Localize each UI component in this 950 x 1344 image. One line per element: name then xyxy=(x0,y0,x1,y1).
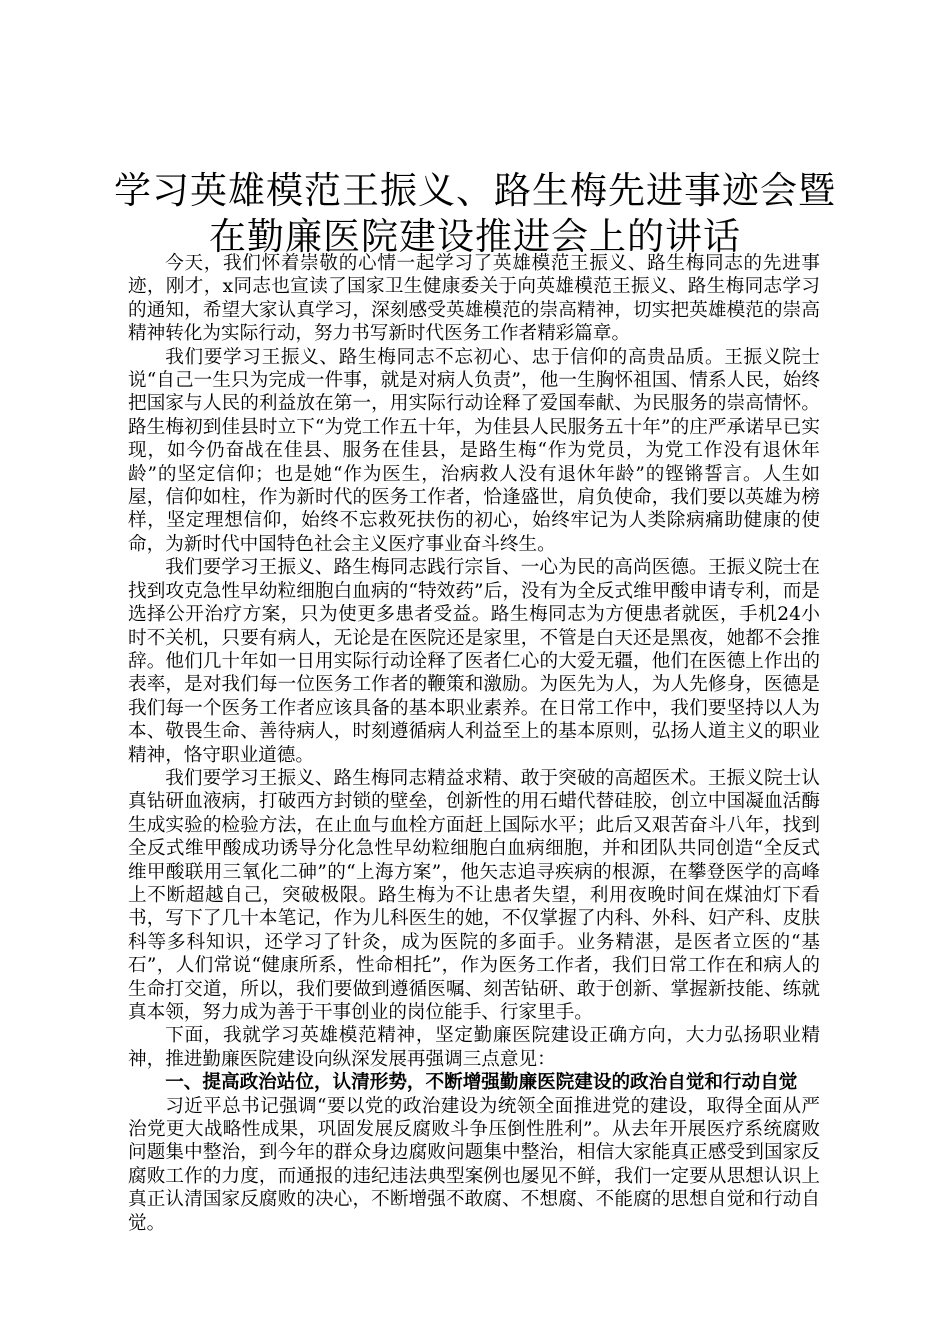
section-heading-one: 一、提高政治站位，认清形势，不断增强勤廉医院建设的政治自觉和行动自觉 xyxy=(165,1072,798,1094)
document-body xyxy=(128,252,820,1235)
paragraph-skill: 我们要学习王振义、路生梅同志精益求精、敢于突破的高超医术。王振义院士认真钻研血液病，打破西方封锁的壁垒，创新性的用石蜡代替硅胶，创立中国凝血活酶生成实验的检验方法，在止血与血栓方面赶上国际水平；此后又艰苦奋斗八年，找到全反式维甲酸成功诱导分化急性早幼粒细胞白血病细胞，并和团队共同创造“全反式维甲酸联用三氧化二砷”的“上海方案”，他矢志追寻疾病的根源，在攀登医学的高峰上不断超越自己，突破极限。路生梅为不让患者失望，利用夜晚时间在煤油灯下看书，写下了几十本笔记，作为儿科医生的她，不仅掌握了内科、外科、妇产科、皮肤科等多科知识，还学习了针灸，成为医院的多面手。业务精湛，是医者立医的“基石”，人们常说“健康所系，性命相托”，作为医务工作者，我们日常工作在和病人的生命打交道，所以，我们要做到遵循医嘱、刻苦钻研、敢于创新、掌握新技能、练就真本领，努力成为善于干事创业的岗位能手、行家里手。 xyxy=(128,767,820,1023)
paragraph-faith: 我们要学习王振义、路生梅同志不忘初心、忠于信仰的高贵品质。王振义院士说“自己一生只为完成一件事，就是对病人负责”，他一生胸怀祖国、情系人民，始终把国家与人民的利益放在第一，用实际行动诠释了爱国奉献、为民服务的崇高情怀。路生梅初到佳县时立下“为党工作五十年，为佳县人民服务五十年”的庄严承诺早已实现，如今仍奋战在佳县、服务在佳县，是路生梅“作为党员，为党工作没有退休年龄”的坚定信仰；也是她“作为医生，治病救人没有退休年龄”的铿锵誓言。人生如屋，信仰如柱，作为新时代的医务工作者，恰逢盛世，肩负使命，我们要以英雄为榜样，坚定理想信仰，始终不忘救死扶伤的初心，始终牢记为人类除病痛助健康的使命，为新时代中国特色社会主义医疗事业奋斗终生。 xyxy=(128,346,820,555)
page-title: 学习英雄模范王振义、路生梅先进事迹会暨在勤廉医院建设推进会上的讲话 xyxy=(114,169,836,258)
paragraph-intro: 今天，我们怀着崇敬的心情一起学习了英雄模范王振义、路生梅同志的先进事迹，刚才，x同志也宣读了国家卫生健康委关于向英雄模范王振义、路生梅同志学习的通知，希望大家认真学习，深刻感受英雄模范的崇高精神，切实把英雄模范的崇高精神转化为实际行动，努力书写新时代医务工作者精彩篇章。 xyxy=(128,253,820,345)
paragraph-transition: 下面，我就学习英雄模范精神，坚定勤廉医院建设正确方向，大力弘扬职业精神，推进勤廉医院建设向纵深发展再强调三点意见： xyxy=(128,1025,820,1070)
paragraph-ethics: 我们要学习王振义、路生梅同志践行宗旨、一心为民的高尚医德。王振义院士在找到攻克急性早幼粒细胞白血病的“特效药”后，没有为全反式维甲酸申请专利，而是选择公开治疗方案，只为使更多患者受益。路生梅同志为方便患者就医，手机24小时不关机，只要有病人，无论是在医院还是家里，不管是白天还是黑夜，她都不会推辞。他们几十年如一日用实际行动诠释了医者仁心的大爱无疆，他们在医德上作出的表率，是对我们每一位医务工作者的鞭策和激励。为医先为人，为人先修身，医德是我们每一个医务工作者应该具备的基本职业素养。在日常工作中，我们要坚持以人为本、敬畏生命、善待病人，时刻遵循病人利益至上的基本原则，弘扬人道主义的职业精神，恪守职业道德。 xyxy=(128,557,820,766)
paragraph-section-one: 习近平总书记强调“要以党的政治建设为统领全面推进党的建设，取得全面从严治党更大战略性成果，巩固发展反腐败斗争压倒性胜利”。从去年开展医疗系统腐败问题集中整治，到今年的群众身边腐败问题集中整治，相信大家能真正感受到国家反腐败工作的力度，而通报的违纪违法典型案例也屡见不鲜，我们一定要从思想认识上真正认清国家反腐败的决心，不断增强不敢腐、不想腐、不能腐的思想自觉和行动自觉。 xyxy=(128,1095,820,1234)
